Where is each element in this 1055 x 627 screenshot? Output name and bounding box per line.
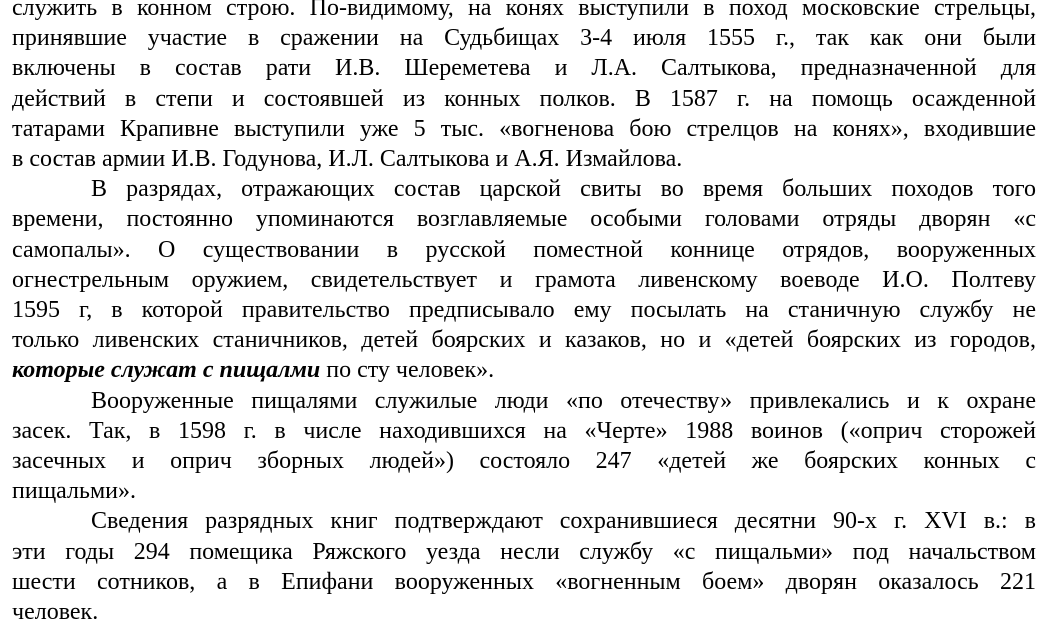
text-line: Вооруженные пищалями служилые люди «по отечеству» привлекались и к охране bbox=[91, 387, 1036, 414]
text-line: 1595 г, в которой правительство предписывало ему посылать на станичную службу не bbox=[12, 297, 1036, 324]
text-line: включены в состав рати И.В. Шереметева и Л.А. Салтыкова, предназначенной для bbox=[12, 55, 1036, 82]
text-line: засек. Так, в 1598 г. в числе находившихся на «Черте» 1988 воинов («оприч сторожей bbox=[12, 417, 1036, 444]
text-line: человек. bbox=[12, 599, 99, 626]
emphasized-quote: которые служат с пищалми bbox=[12, 357, 321, 384]
text-line: татарами Крапивне выступили уже 5 тыс. «вогненова бою стрелцов на конях», входившие bbox=[12, 115, 1036, 142]
text-span: по сту человек». bbox=[320, 357, 495, 384]
text-line: только ливенских станичников, детей боярских и казаков, но и «детей боярских из городов, bbox=[12, 327, 1036, 354]
document-page bbox=[12, 0, 1036, 627]
text-line bbox=[12, 355, 1036, 385]
paragraph-streltsy-on-horseback bbox=[12, 0, 1036, 174]
text-line: засечных и оприч зборных людей») состояло 247 «детей же боярских конных с bbox=[12, 448, 1036, 475]
text-line: эти годы 294 помещика Ряжского уезда несли службу «с пищальми» под начальством bbox=[12, 538, 1036, 565]
text-line: в состав армии И.В. Годунова, И.Л. Салтыкова и А.Я. Измайлова. bbox=[12, 146, 683, 173]
text-line: служить в конном строю. По-видимому, на конях выступили в поход московские стрельцы, bbox=[12, 0, 1036, 21]
paragraph-zaseki bbox=[12, 386, 1036, 507]
text-line: огнестрельным оружием, свидетельствует и грамота ливенскому воеводе И.О. Полтеву bbox=[12, 266, 1036, 293]
text-line: пищальми». bbox=[12, 478, 136, 505]
text-line: самопалы». О существовании в русской поместной коннице отрядов, вооруженных bbox=[12, 236, 1036, 263]
text-line: шести сотников, а в Епифани вооруженных «вогненным боем» дворян оказалось 221 bbox=[12, 568, 1036, 595]
text-line: действий в степи и состоявшей из конных полков. В 1587 г. на помощь осажденной bbox=[12, 85, 1036, 112]
text-line: принявшие участие в сражении на Судьбищах 3-4 июля 1555 г., так как они были bbox=[12, 25, 1036, 52]
text-line: Сведения разрядных книг подтверждают сохранившиеся десятни 90-х г. XVI в.: в bbox=[91, 508, 1036, 535]
paragraph-razryady bbox=[12, 174, 1036, 385]
text-line: В разрядах, отражающих состав царской свиты во время больших походов того bbox=[91, 176, 1036, 203]
paragraph-desyatni bbox=[12, 506, 1036, 627]
text-line: времени, постоянно упоминаются возглавляемые особыми головами отряды дворян «с bbox=[12, 206, 1036, 233]
